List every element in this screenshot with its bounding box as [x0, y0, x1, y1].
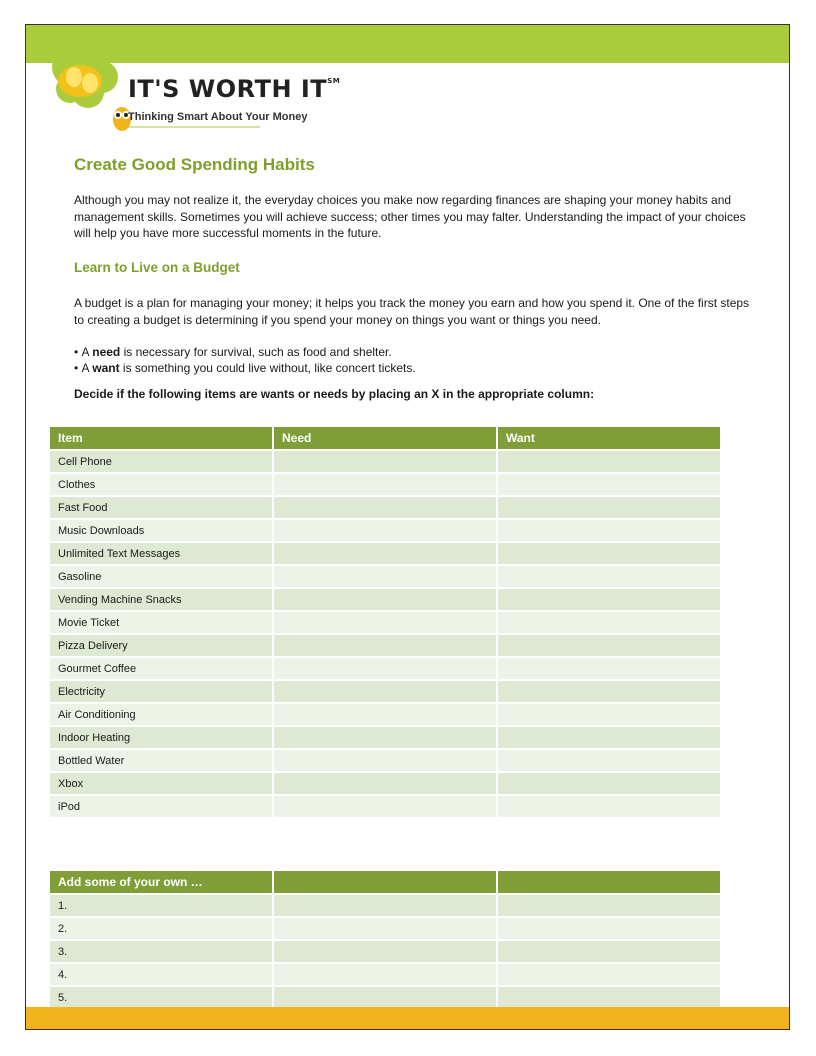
section-heading: Learn to Live on a Budget	[74, 260, 240, 275]
need-cell[interactable]	[274, 474, 496, 495]
wants-needs-table	[48, 425, 722, 819]
need-cell[interactable]	[274, 451, 496, 472]
want-cell[interactable]	[498, 796, 720, 817]
own-item-cell[interactable]: 2.	[50, 918, 272, 939]
item-cell: Clothes	[50, 474, 272, 495]
want-cell[interactable]	[498, 895, 720, 916]
table-row	[50, 658, 720, 679]
intro-paragraph: Although you may not realize it, the everyday choices you make now regarding finances are shaping your money habits and management skills. Sometimes you will achieve success; other times you may falter. Understanding the impact of your choices will help you have more successful moments in the future.	[74, 193, 746, 240]
table-row	[50, 520, 720, 541]
item-cell: Pizza Delivery	[50, 635, 272, 656]
item-cell: Cell Phone	[50, 451, 272, 472]
table-header-row	[50, 427, 720, 449]
need-cell[interactable]	[274, 589, 496, 610]
table-row	[50, 773, 720, 794]
bullet-need: • A need is necessary for survival, such as food and shelter.	[74, 345, 392, 359]
need-cell[interactable]	[274, 704, 496, 725]
cloud-logo-icon	[52, 43, 118, 108]
content	[74, 155, 754, 401]
need-cell[interactable]	[274, 964, 496, 985]
page-frame	[25, 24, 790, 1030]
item-cell: Vending Machine Snacks	[50, 589, 272, 610]
brand-tagline: Thinking Smart About Your Money	[128, 111, 308, 123]
need-cell[interactable]	[274, 918, 496, 939]
header-want: Want	[498, 427, 720, 449]
table-row	[50, 635, 720, 656]
need-cell[interactable]	[274, 497, 496, 518]
table-row	[50, 964, 720, 985]
table-row	[50, 750, 720, 771]
own-item-cell[interactable]: 5.	[50, 987, 272, 1008]
want-cell[interactable]	[498, 589, 720, 610]
want-cell[interactable]	[498, 987, 720, 1008]
item-cell: Unlimited Text Messages	[50, 543, 272, 564]
table-row	[50, 727, 720, 748]
item-cell: iPod	[50, 796, 272, 817]
own-item-cell[interactable]: 1.	[50, 895, 272, 916]
want-cell[interactable]	[498, 773, 720, 794]
item-cell: Gasoline	[50, 566, 272, 587]
want-cell[interactable]	[498, 964, 720, 985]
want-cell[interactable]	[498, 658, 720, 679]
page-title: Create Good Spending Habits	[74, 155, 315, 174]
want-cell[interactable]	[498, 520, 720, 541]
table-row	[50, 451, 720, 472]
want-cell[interactable]	[498, 612, 720, 633]
need-cell[interactable]	[274, 796, 496, 817]
brand-name: IT'S WORTH IT℠	[128, 75, 341, 103]
need-cell[interactable]	[274, 895, 496, 916]
item-cell: Air Conditioning	[50, 704, 272, 725]
table-row	[50, 704, 720, 725]
table-row	[50, 612, 720, 633]
need-cell[interactable]	[274, 658, 496, 679]
need-cell[interactable]	[274, 941, 496, 962]
table-row	[50, 566, 720, 587]
budget-paragraph: A budget is a plan for managing your money; it helps you track the money you earn and how you spend it. One of the first steps to creating a budget is determining if you spend your money on things you want or things you need.	[74, 296, 750, 327]
need-cell[interactable]	[274, 543, 496, 564]
want-cell[interactable]	[498, 704, 720, 725]
want-cell[interactable]	[498, 635, 720, 656]
need-cell[interactable]	[274, 681, 496, 702]
header-need: Need	[274, 427, 496, 449]
item-cell: Gourmet Coffee	[50, 658, 272, 679]
bottom-yellow-band	[26, 1007, 789, 1029]
header-blank-want	[498, 871, 720, 893]
need-cell[interactable]	[274, 987, 496, 1008]
header-item: Item	[50, 427, 272, 449]
need-cell[interactable]	[274, 612, 496, 633]
need-cell[interactable]	[274, 635, 496, 656]
item-cell: Music Downloads	[50, 520, 272, 541]
bullet-want: • A want is something you could live without, like concert tickets.	[74, 360, 416, 375]
want-cell[interactable]	[498, 474, 720, 495]
table-row	[50, 895, 720, 916]
want-cell[interactable]	[498, 918, 720, 939]
table-row	[50, 918, 720, 939]
item-cell: Electricity	[50, 681, 272, 702]
want-cell[interactable]	[498, 681, 720, 702]
need-cell[interactable]	[274, 520, 496, 541]
want-cell[interactable]	[498, 497, 720, 518]
item-cell: Movie Ticket	[50, 612, 272, 633]
table-row	[50, 589, 720, 610]
item-cell: Bottled Water	[50, 750, 272, 771]
header-own: Add some of your own …	[50, 871, 272, 893]
want-cell[interactable]	[498, 451, 720, 472]
want-cell[interactable]	[498, 543, 720, 564]
need-cell[interactable]	[274, 566, 496, 587]
own-item-cell[interactable]: 4.	[50, 964, 272, 985]
bullet-list	[74, 345, 754, 376]
need-cell[interactable]	[274, 727, 496, 748]
need-cell[interactable]	[274, 750, 496, 771]
header-blank-need	[274, 871, 496, 893]
table-row	[50, 497, 720, 518]
item-cell: Indoor Heating	[50, 727, 272, 748]
own-item-cell[interactable]: 3.	[50, 941, 272, 962]
trademark: SM	[327, 77, 341, 85]
table-row	[50, 941, 720, 962]
item-cell: Xbox	[50, 773, 272, 794]
own-items-table	[48, 869, 722, 1010]
want-cell[interactable]	[498, 727, 720, 748]
want-cell[interactable]	[498, 941, 720, 962]
table-row	[50, 474, 720, 495]
table-row	[50, 681, 720, 702]
item-cell: Fast Food	[50, 497, 272, 518]
want-cell[interactable]	[498, 566, 720, 587]
table-row	[50, 543, 720, 564]
own-header-row	[50, 871, 720, 893]
want-cell[interactable]	[498, 750, 720, 771]
instruction: Decide if the following items are wants or needs by placing an X in the appropriate column:	[74, 387, 595, 401]
table-row	[50, 796, 720, 817]
table-row	[50, 987, 720, 1008]
need-cell[interactable]	[274, 773, 496, 794]
